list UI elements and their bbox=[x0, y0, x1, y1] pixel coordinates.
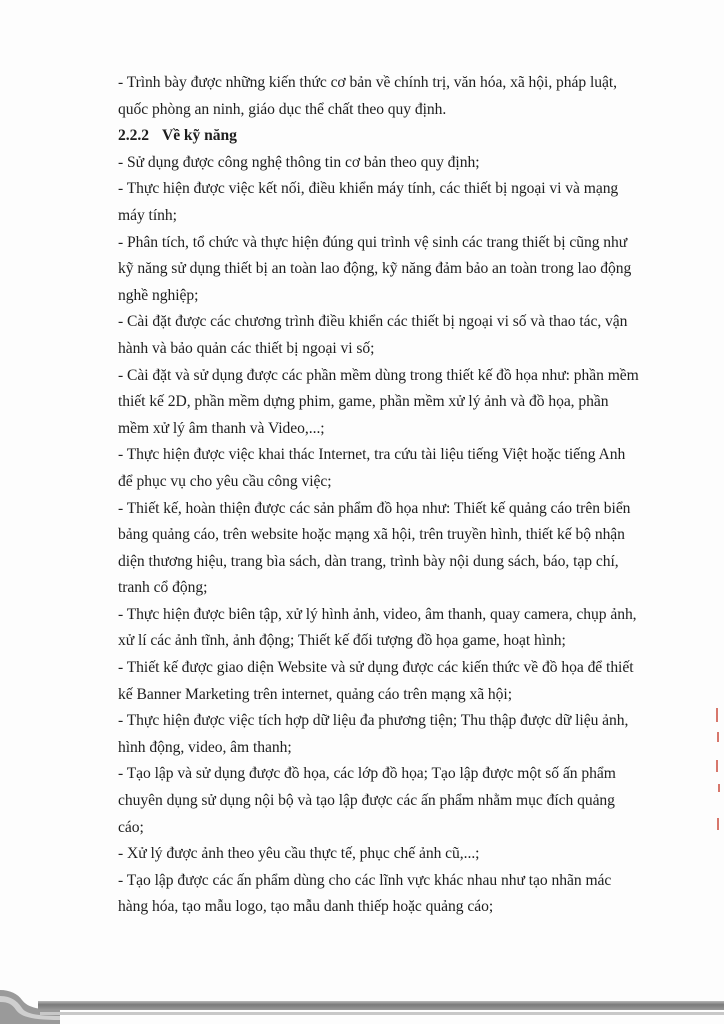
skill-line: - Thực hiện được biên tập, xử lý hình ảnh, video, âm thanh, quay camera, chụp ảnh, bbox=[118, 605, 637, 623]
section-number: 2.2.2 bbox=[118, 127, 149, 145]
footer-bar-line-light bbox=[40, 1012, 724, 1015]
paragraph-line: quốc phòng an ninh, giáo dục thể chất theo quy định. bbox=[118, 100, 447, 118]
skill-line: diện thương hiệu, trang bìa sách, dàn trang, trình bày nội dung sách, báo, tạp chí, bbox=[118, 552, 619, 570]
skill-line: - Phân tích, tổ chức và thực hiện đúng qui trình vệ sinh các trang thiết bị cũng như bbox=[118, 233, 628, 251]
skill-line: tranh cổ động; bbox=[118, 579, 208, 597]
skill-line: - Thực hiện được việc khai thác Internet, tra cứu tài liệu tiếng Việt hoặc tiếng Anh bbox=[118, 446, 626, 464]
skill-line: mềm xử lý âm thanh và Video,...; bbox=[118, 419, 325, 437]
skill-line: - Thiết kế, hoàn thiện được các sản phẩm đồ họa như: Thiết kế quảng cáo trên biển bbox=[118, 499, 631, 517]
skill-line: bảng quảng cáo, trên website hoặc mạng xã hội, trên truyền hình, thiết kế bộ nhận bbox=[118, 526, 625, 544]
skill-line: - Sử dụng được công nghệ thông tin cơ bản theo quy định; bbox=[118, 153, 480, 171]
skill-line: chuyên dụng sử dụng nội bộ và tạo lập được các ấn phẩm nhằm mục đích quảng bbox=[118, 792, 615, 810]
skill-line: - Thiết kế được giao diện Website và sử dụng được các kiến thức về đồ họa để thiết bbox=[118, 659, 634, 677]
scan-edge-marks bbox=[708, 700, 724, 860]
skill-line: - Cài đặt được các chương trình điều khiển các thiết bị ngoại vi số và thao tác, vận bbox=[118, 313, 628, 331]
skill-line: kế Banner Marketing trên internet, quảng cáo trên mạng xã hội; bbox=[118, 685, 512, 703]
footer-bar-line bbox=[38, 1001, 724, 1010]
skill-line: - Cài đặt và sử dụng được các phần mềm dùng trong thiết kế đồ họa như: phần mềm bbox=[118, 366, 639, 384]
skill-line: - Thực hiện được việc kết nối, điều khiển máy tính, các thiết bị ngoại vi và mạng bbox=[118, 180, 619, 198]
skill-line: - Tạo lập và sử dụng được đồ họa, các lớp đồ họa; Tạo lập được một số ấn phẩm bbox=[118, 765, 616, 783]
skill-line: kỹ năng sử dụng thiết bị an toàn lao động, kỹ năng đảm bảo an toàn trong lao động bbox=[118, 260, 632, 278]
skill-line: - Thực hiện được việc tích hợp dữ liệu đa phương tiện; Thu thập được dữ liệu ảnh, bbox=[118, 712, 629, 730]
skill-line: để phục vụ cho yêu cầu công việc; bbox=[118, 472, 332, 490]
skill-line: - Xử lý được ảnh theo yêu cầu thực tế, phục chế ảnh cũ,...; bbox=[118, 845, 480, 863]
skill-line: xử lí các ảnh tĩnh, ảnh động; Thiết kế đối tượng đồ họa game, hoạt hình; bbox=[118, 632, 566, 650]
skill-line: cáo; bbox=[118, 818, 144, 836]
skill-line: hình động, video, âm thanh; bbox=[118, 738, 292, 756]
document-body bbox=[118, 70, 666, 921]
section-heading bbox=[118, 123, 666, 150]
skill-line: nghề nghiệp; bbox=[118, 286, 199, 304]
section-title: Về kỹ năng bbox=[162, 127, 237, 145]
skill-line: máy tính; bbox=[118, 206, 177, 224]
paragraph-line: - Trình bày được những kiến thức cơ bản về chính trị, văn hóa, xã hội, pháp luật, bbox=[118, 74, 618, 91]
skill-line: hành và bảo quản các thiết bị ngoại vi số; bbox=[118, 339, 375, 357]
skill-line: - Tạo lập được các ấn phẩm dùng cho các lĩnh vực khác nhau như tạo nhãn mác bbox=[118, 871, 612, 889]
footer-decoration bbox=[0, 990, 724, 1024]
skill-line: hàng hóa, tạo mẫu logo, tạo mẫu danh thiếp hoặc quảng cáo; bbox=[118, 898, 494, 916]
skill-list bbox=[118, 150, 666, 921]
skill-line: thiết kế 2D, phần mềm dựng phim, game, phần mềm xử lý ảnh và đồ họa, phần bbox=[118, 393, 609, 411]
